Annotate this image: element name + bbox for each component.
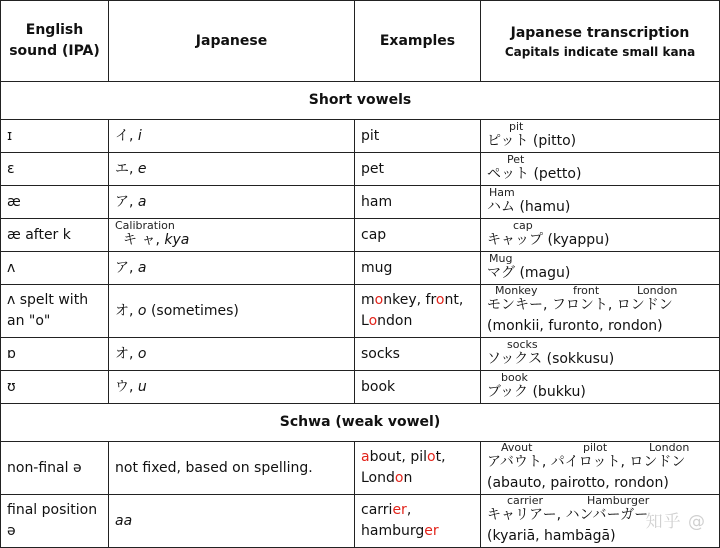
japanese-cell: ア, a <box>109 186 355 219</box>
annotation: Avout <box>501 441 533 454</box>
header-examples: Examples <box>355 1 481 82</box>
example-cell: socks <box>355 338 481 371</box>
annotation: Mug <box>489 251 513 265</box>
header-transcription <box>481 1 720 82</box>
annotation: socks <box>507 337 538 351</box>
example-cell: ham <box>355 186 481 219</box>
annotation: Pet <box>507 152 525 166</box>
sound-cell: ɒ <box>1 338 109 371</box>
japanese-cell: オ, o (sometimes) <box>109 285 355 338</box>
table-row <box>1 252 720 285</box>
sound-cell: non-final ə <box>1 442 109 495</box>
example-cell: pet <box>355 153 481 186</box>
annotation: pit <box>509 119 524 133</box>
annotation: Calibration <box>115 218 175 232</box>
japanese-cell: not fixed, based on spelling. <box>109 442 355 495</box>
annotation: carrier <box>507 494 543 507</box>
annotation: pilot <box>583 441 608 454</box>
example-cell: about, pilot, London <box>355 442 481 495</box>
table-row <box>1 186 720 219</box>
sound-cell: final position ə <box>1 495 109 548</box>
japanese-cell: オ, o <box>109 338 355 371</box>
sound-cell: æ <box>1 186 109 219</box>
table-row <box>1 338 720 371</box>
header-english-sound: English sound (IPA) <box>1 1 109 82</box>
section-short-vowels: Short vowels <box>1 82 720 120</box>
example-cell: carrier, hamburger <box>355 495 481 548</box>
transcription-cell: book ブック (bukku) <box>481 371 720 404</box>
sound-cell: ɛ <box>1 153 109 186</box>
table-row <box>1 371 720 404</box>
transcription-cell: socks ソックス (sokkusu) <box>481 338 720 371</box>
japanese-cell: ウ, u <box>109 371 355 404</box>
header-row <box>1 1 720 82</box>
sound-cell: ɪ <box>1 120 109 153</box>
annotation: London <box>637 284 678 297</box>
transcription-cell: Avout pilot London アバウト, パイロット, ロンドン (abauto, pairotto, rondon) <box>481 442 720 495</box>
section-schwa: Schwa (weak vowel) <box>1 404 720 442</box>
example-cell: pit <box>355 120 481 153</box>
transcription-cell: Pet ペット (petto) <box>481 153 720 186</box>
annotation: Hamburger <box>587 494 650 507</box>
example-cell: mug <box>355 252 481 285</box>
transcription-cell: pit ピット (pitto) <box>481 120 720 153</box>
header-transcription-subtitle: Capitals indicate small kana <box>504 44 696 59</box>
table-row <box>1 495 720 548</box>
japanese-cell: ア, a <box>109 252 355 285</box>
sound-cell: ʊ <box>1 371 109 404</box>
japanese-cell: イ, i <box>109 120 355 153</box>
header-japanese: Japanese <box>109 1 355 82</box>
transcription-cell: cap キャップ (kyappu) <box>481 219 720 252</box>
annotation: book <box>501 370 528 384</box>
example-cell: book <box>355 371 481 404</box>
japanese-cell: Calibration キ ャ, kya <box>109 219 355 252</box>
annotation: Monkey <box>495 284 538 297</box>
sound-cell: æ after k <box>1 219 109 252</box>
section-row <box>1 404 720 442</box>
example-cell: monkey, front, London <box>355 285 481 338</box>
example-cell: cap <box>355 219 481 252</box>
table-row <box>1 442 720 495</box>
watermark: 知乎 @ <box>645 512 706 532</box>
transcription-cell: Ham ハム (hamu) <box>481 186 720 219</box>
transcription-cell: carrier Hamburger キャリアー, ハンバーガー (kyariā, hambāgā) <box>481 495 720 548</box>
table-row <box>1 285 720 338</box>
annotation: London <box>649 441 690 454</box>
sound-cell: ʌ <box>1 252 109 285</box>
japanese-cell: aa <box>109 495 355 548</box>
annotation: cap <box>513 218 533 232</box>
annotation: front <box>573 284 600 297</box>
japanese-cell: エ, e <box>109 153 355 186</box>
transcription-cell: Mug マグ (magu) <box>481 252 720 285</box>
sound-cell: ʌ spelt with an "o" <box>1 285 109 338</box>
table-row <box>1 153 720 186</box>
header-transcription-title: Japanese transcription <box>510 24 690 41</box>
transcription-cell: Monkey front London モンキー, フロント, ロンドン (monkii, furonto, rondon) <box>481 285 720 338</box>
table-row <box>1 120 720 153</box>
annotation: Ham <box>489 185 515 199</box>
table-row <box>1 219 720 252</box>
section-row <box>1 82 720 120</box>
